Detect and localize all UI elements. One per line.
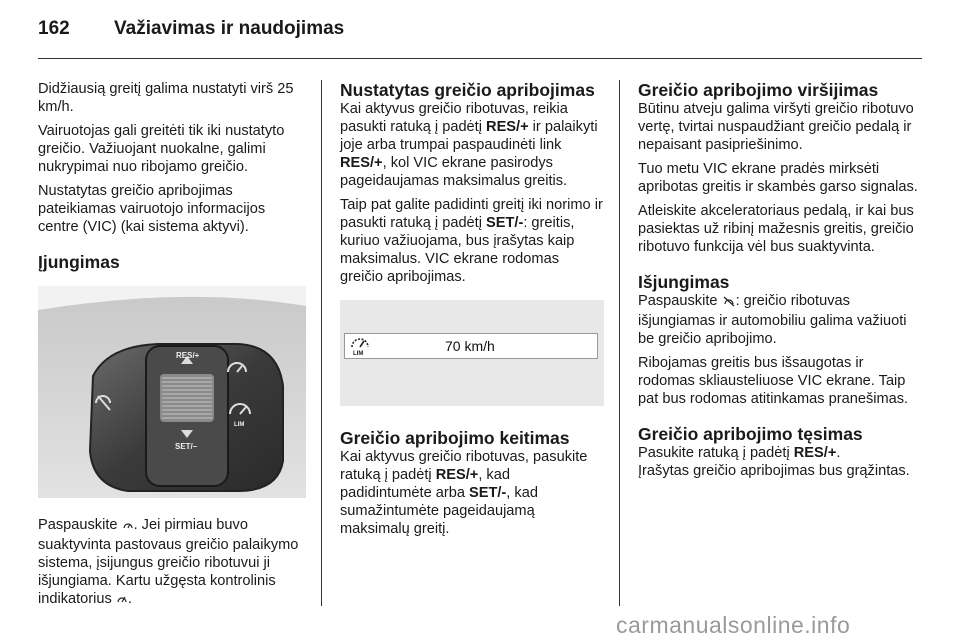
section-heading-resume: Greičio apribojimo tęsimas — [638, 424, 863, 444]
column-divider — [321, 80, 322, 606]
header-rule — [38, 58, 922, 59]
paragraph: Tuo metu VIC ekrane pradės mirksėti apribotas greitis ir skambės garso signalas. — [638, 161, 918, 195]
paragraph: Paspauskite : greičio ribotuvas išjungiamas ir automobiliu galima važiuoti be greičio apribojimo. — [638, 293, 907, 347]
paragraph-enable: Paspauskite . Jei pirmiau buvo suaktyvinta pastovaus greičio palaikymo sistema, įsijungus greičio ribotuvui ji išjungiama. Kartu užgęsta kontrolinis indikatorius . — [38, 516, 306, 610]
cruise-control-indicator-icon — [116, 592, 128, 610]
paragraph: Atleiskite akceleratoriaus pedalą, ir kai bus pasiektas už ribinį mažesnis greitis, greičio ribotuvo funkcija vėl bus suaktyvinta. — [638, 203, 914, 255]
section-heading-disable: Išjungimas — [638, 272, 730, 292]
res-label: RES/+ — [176, 351, 200, 360]
steering-wheel-controls-illustration — [38, 286, 306, 498]
column-1 — [38, 80, 306, 616]
speed-limiter-off-icon — [722, 294, 736, 312]
column-3 — [638, 80, 922, 486]
section-heading-enable: Įjungimas — [38, 252, 120, 272]
column-divider — [619, 80, 620, 606]
speed-limiter-icon — [349, 336, 371, 361]
paragraph: Ribojamas greitis bus išsaugotas ir rodomas skliausteliuose VIC ekrane. Taip pat bus rodomas atitinkamas pranešimas. — [638, 355, 909, 407]
paragraph: Kai aktyvus greičio ribotuvas, pasukite ratuką į padėtį RES/+, kad padidintumėte arba SET/-, kad sumažintumėte pageidaujamą maksimalų greitį. — [340, 449, 588, 537]
paragraph: Įrašytas greičio apribojimas bus grąžintas. — [638, 463, 910, 479]
section-heading-set: Nustatytas greičio apribojimas — [340, 80, 595, 100]
vic-lim-label: LIM — [353, 351, 364, 356]
paragraph: Būtinu atveju galima viršyti greičio ribotuvo vertę, tvirtai nuspaudžiant greičio pedalą ir nepaisant pasipriešinimo. — [638, 101, 914, 153]
page-number: 162 — [38, 18, 70, 39]
page-header — [38, 18, 344, 40]
watermark: carmanualsonline.info — [616, 612, 851, 638]
paragraph: Taip pat galite padidinti greitį iki norimo ir pasukti ratuką į padėtį SET/-: greitis, kuriuo važiuojama, bus įrašytas kaip maksimalus. VIC ekrane rodomas greičio apribojimas. — [340, 197, 603, 285]
vic-speed-value: 70 km/h — [445, 338, 495, 354]
lim-label: LIM — [234, 422, 245, 428]
paragraph: Kai aktyvus greičio ribotuvas, reikia pasukti ratuką į padėtį RES/+ ir palaikyti joje arba trumpai paspaudinėti link RES/+, kol VIC ekrane pasirodys pageidaujamas maksimalus greitis. — [340, 101, 598, 189]
paragraph: Vairuotojas gali greitėti tik iki nustatyto greičio. Važiuojant nuokalne, galimi nukrypimai nuo ribojamo greičio. — [38, 123, 285, 175]
speed-limiter-icon — [122, 518, 134, 536]
paragraph: Didžiausią greitį galima nustatyti virš 25 km/h. — [38, 81, 294, 115]
set-label: SET/– — [175, 442, 198, 451]
page-title: Važiavimas ir naudojimas — [114, 18, 345, 39]
paragraph: Nustatytas greičio apribojimas pateikiamas vairuotojo informacijos centre (VIC) (kai sistema aktyvi). — [38, 183, 266, 235]
paragraph: Pasukite ratuką į padėtį RES/+. — [638, 445, 841, 461]
vic-display-illustration — [340, 300, 604, 406]
section-heading-exceed: Greičio apribojimo viršijimas — [638, 80, 879, 100]
section-heading-change: Greičio apribojimo keitimas — [340, 428, 570, 448]
vic-screen — [344, 333, 598, 359]
column-2 — [340, 80, 604, 544]
